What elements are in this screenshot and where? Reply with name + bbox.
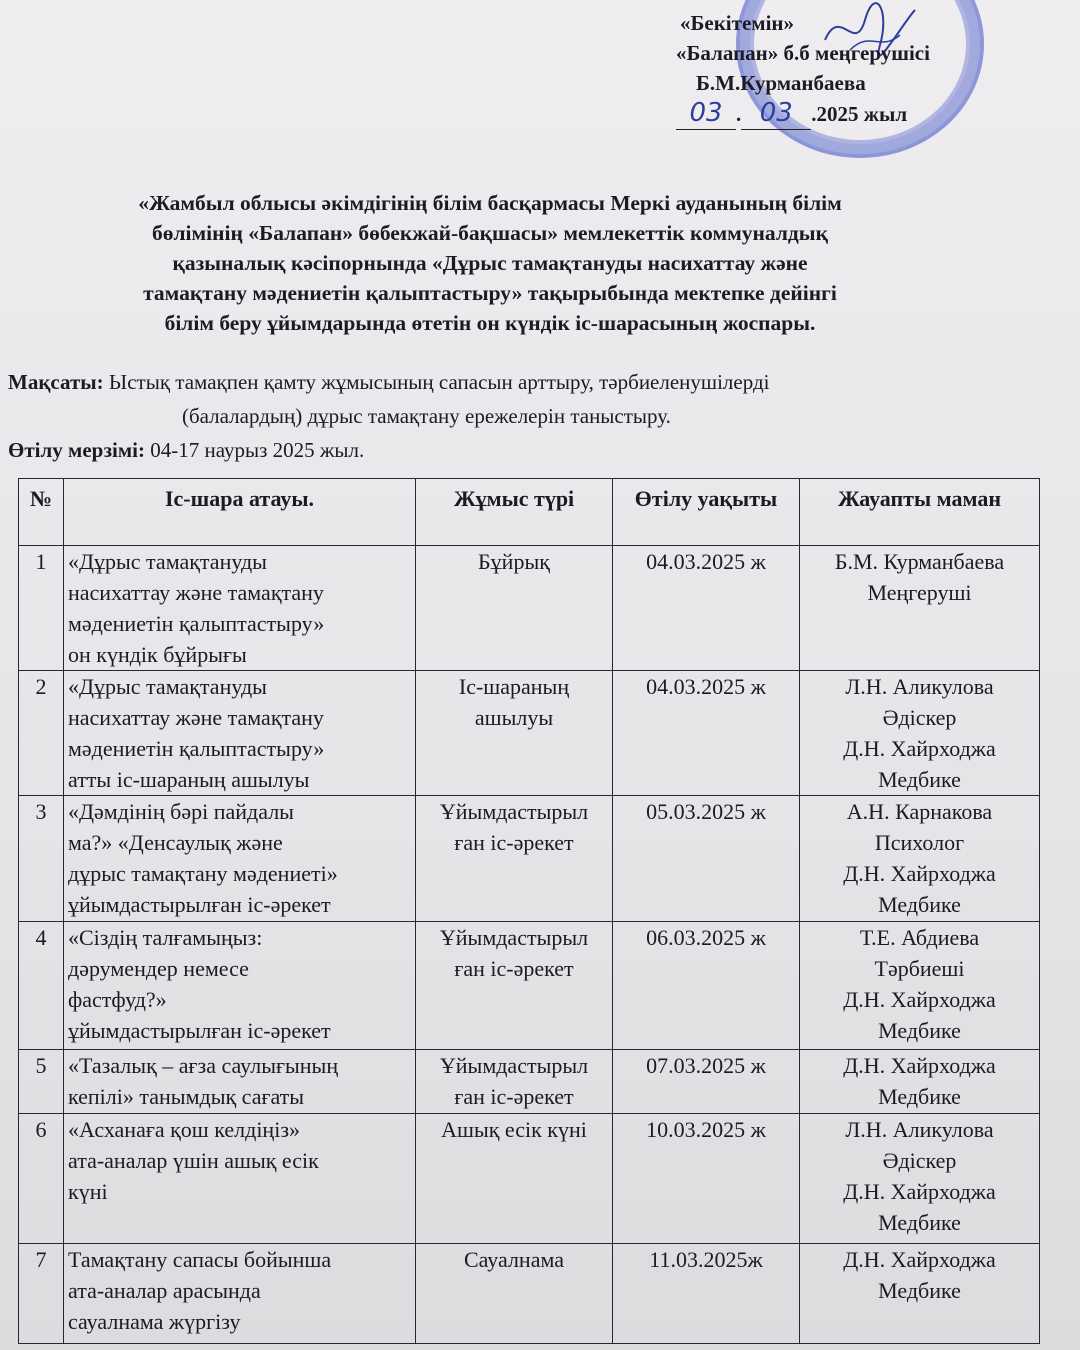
event-name-line: сауалнама жүргізу	[68, 1309, 241, 1334]
header-responsible: Жауапты маман	[800, 479, 1040, 546]
table-row	[19, 796, 1040, 922]
responsible-cell	[800, 796, 1040, 922]
row-number: 6	[19, 1114, 64, 1244]
responsible-cell	[800, 1114, 1040, 1244]
table-row	[19, 1114, 1040, 1244]
table-row	[19, 1050, 1040, 1114]
approval-date: 03 . 03 .2025 жыл	[676, 98, 1006, 130]
event-name-line: ұйымдастырылған іс-әрекет	[68, 892, 331, 917]
date-cell: 10.03.2025 ж	[613, 1114, 800, 1244]
work-type-line: Ұйымдастырыл	[439, 799, 589, 824]
responsible-line: Б.М. Курманбаева	[834, 549, 1005, 574]
row-number: 4	[19, 922, 64, 1050]
work-type-line: Іс-шараның	[458, 674, 570, 699]
title-line: қазыналық кәсіпорнында «Дұрыс тамақтануды насихаттау және	[172, 251, 808, 275]
approval-heading: «Бекітемін»	[680, 11, 795, 35]
work-type-cell	[416, 1244, 613, 1344]
row-number: 7	[19, 1244, 64, 1344]
responsible-line: Д.Н. Хайрходжа	[843, 861, 996, 886]
goal-section	[8, 365, 1068, 467]
event-name-line: ұйымдастырылған іс-әрекет	[68, 1018, 331, 1043]
responsible-cell	[800, 546, 1040, 671]
date-cell: 04.03.2025 ж	[613, 546, 800, 671]
title-line: білім беру ұйымдарында өтетін он күндік іс-шарасының жоспары.	[164, 311, 816, 335]
table-row	[19, 546, 1040, 671]
responsible-cell	[800, 922, 1040, 1050]
responsible-cell	[800, 1050, 1040, 1114]
approval-block	[676, 8, 1006, 130]
event-name-line: «Сіздің талғамыңыз:	[68, 925, 263, 950]
event-name-line: «Дәмдінің бәрі пайдалы	[68, 799, 294, 824]
responsible-line: Д.Н. Хайрходжа	[843, 987, 996, 1012]
plan-table	[18, 478, 1040, 1344]
event-name-cell	[64, 796, 416, 922]
work-type-line: ған іс-әрекет	[454, 956, 574, 981]
period-text: 04-17 наурыз 2025 жыл.	[144, 438, 365, 462]
approval-day: 03	[689, 98, 723, 128]
responsible-line: Л.Н. Аликулова	[845, 674, 994, 699]
responsible-line: Медбике	[878, 767, 961, 792]
approval-month: 03	[759, 98, 793, 128]
table-row	[19, 671, 1040, 796]
work-type-cell	[416, 671, 613, 796]
event-name-line: ата-аналар арасында	[68, 1278, 261, 1303]
work-type-cell	[416, 1114, 613, 1244]
event-name-line: мәдениетін қалыптастыру»	[68, 736, 325, 761]
title-line: «Жамбыл облысы әкімдігінің білім басқармасы Меркі ауданының білім	[138, 191, 842, 215]
responsible-line: Медбике	[878, 1018, 961, 1043]
event-name-line: «Дұрыс тамақтануды	[68, 674, 267, 699]
responsible-cell	[800, 1244, 1040, 1344]
responsible-line: Медбике	[878, 892, 961, 917]
responsible-line: А.Н. Карнакова	[846, 799, 993, 824]
work-type-line: ған іс-әрекет	[454, 1084, 574, 1109]
event-name-cell	[64, 1114, 416, 1244]
responsible-line: Психолог	[874, 830, 965, 855]
goal-text-continued: (балалардың) дұрыс тамақтану ережелерін таныстыру.	[182, 404, 671, 428]
work-type-line: ған іс-әрекет	[454, 830, 574, 855]
goal-text: Ыстық тамақпен қамту жұмысының сапасын арттыру, тәрбиеленушілерді	[103, 370, 770, 394]
event-name-line: мәдениетін қалыптастыру»	[68, 611, 325, 636]
responsible-line: Л.Н. Аликулова	[845, 1117, 994, 1142]
event-name-line: насихаттау және тамақтану	[68, 580, 324, 605]
responsible-line: Д.Н. Хайрходжа	[843, 736, 996, 761]
row-number: 3	[19, 796, 64, 922]
work-type-line: Ұйымдастырыл	[439, 1053, 589, 1078]
date-cell: 07.03.2025 ж	[613, 1050, 800, 1114]
event-name-line: Тамақтану сапасы бойынша	[68, 1247, 332, 1272]
event-name-cell	[64, 1050, 416, 1114]
goal-label: Мақсаты:	[8, 370, 104, 394]
document-title	[40, 188, 940, 338]
work-type-cell	[416, 1050, 613, 1114]
work-type-cell	[416, 922, 613, 1050]
table-header-row	[19, 479, 1040, 546]
responsible-line: Әдіскер	[882, 705, 957, 730]
responsible-line: Т.Е. Абдиева	[859, 925, 980, 950]
event-name-cell	[64, 546, 416, 671]
event-name-line: насихаттау және тамақтану	[68, 705, 324, 730]
work-type-line: ашылуы	[474, 705, 554, 730]
event-name-cell	[64, 671, 416, 796]
event-name-line: «Дұрыс тамақтануды	[68, 549, 267, 574]
responsible-line: Тәрбиеші	[874, 956, 965, 981]
responsible-line: Әдіскер	[882, 1148, 957, 1173]
responsible-line: Медбике	[878, 1278, 961, 1303]
work-type-line: Бұйрық	[478, 549, 550, 574]
title-line: тамақтану мәдениетін қалыптастыру» тақырыбында мектепке дейінгі	[143, 281, 837, 305]
date-cell: 04.03.2025 ж	[613, 671, 800, 796]
work-type-cell	[416, 796, 613, 922]
period-label: Өтілу мерзімі:	[8, 438, 145, 462]
date-cell: 11.03.2025ж	[613, 1244, 800, 1344]
responsible-line: Медбике	[878, 1210, 961, 1235]
event-name-line: күні	[68, 1179, 108, 1204]
title-line: бөлімінің «Балапан» бөбекжай-бақшасы» мемлекеттік коммуналдық	[151, 221, 828, 245]
responsible-line: Д.Н. Хайрходжа	[843, 1179, 996, 1204]
event-name-line: фастфуд?»	[68, 987, 167, 1012]
responsible-line: Медбике	[878, 1084, 961, 1109]
work-type-line: Ұйымдастырыл	[439, 925, 589, 950]
header-number: №	[19, 479, 64, 546]
event-name-line: атты іс-шараның ашылуы	[68, 767, 310, 792]
event-name-line: кепілі» танымдық сағаты	[68, 1084, 305, 1109]
approval-position: «Балапан» б.б меңгерушісі	[676, 41, 930, 65]
event-name-cell	[64, 1244, 416, 1344]
header-work-type: Жұмыс түрі	[416, 479, 613, 546]
responsible-cell	[800, 671, 1040, 796]
row-number: 1	[19, 546, 64, 671]
header-date: Өтілу уақыты	[613, 479, 800, 546]
responsible-line: Меңгеруші	[867, 580, 972, 605]
approval-year: .2025 жыл	[811, 102, 908, 126]
row-number: 2	[19, 671, 64, 796]
header-event-name: Іс-шара атауы.	[64, 479, 416, 546]
date-cell: 06.03.2025 ж	[613, 922, 800, 1050]
event-name-line: он күндік бұйрығы	[68, 642, 247, 667]
row-number: 5	[19, 1050, 64, 1114]
event-name-cell	[64, 922, 416, 1050]
table-row	[19, 1244, 1040, 1344]
event-name-line: «Тазалық – ағза саулығының	[68, 1053, 339, 1078]
date-cell: 05.03.2025 ж	[613, 796, 800, 922]
event-name-line: ма?» «Денсаулық және	[68, 830, 283, 855]
work-type-line: Ашық есік күні	[441, 1117, 587, 1142]
approval-name: Б.М.Курманбаева	[696, 71, 866, 95]
table-row	[19, 922, 1040, 1050]
event-name-line: «Асханаға қош келдіңіз»	[68, 1117, 301, 1142]
event-name-line: ата-аналар үшін ашық есік	[68, 1148, 319, 1173]
work-type-cell	[416, 546, 613, 671]
responsible-line: Д.Н. Хайрходжа	[843, 1247, 996, 1272]
event-name-line: дәрумендер немесе	[68, 956, 249, 981]
responsible-line: Д.Н. Хайрходжа	[843, 1053, 996, 1078]
work-type-line: Сауалнама	[463, 1247, 565, 1272]
event-name-line: дұрыс тамақтану мәдениеті»	[68, 861, 338, 886]
